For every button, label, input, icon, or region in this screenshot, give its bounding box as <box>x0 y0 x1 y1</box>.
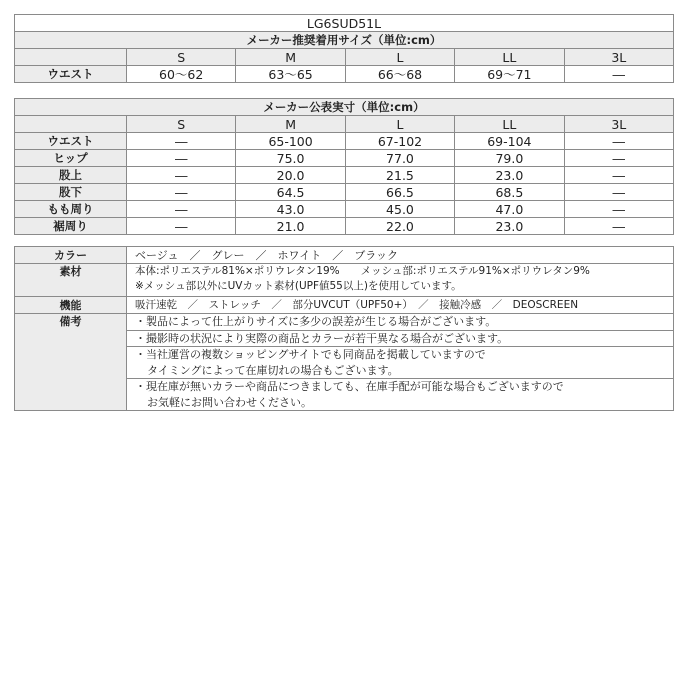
size-header-blank <box>15 116 127 133</box>
table-cell: ― <box>127 133 236 150</box>
notes-label: 備考 <box>15 314 127 411</box>
note-line: ・製品によって仕上がりサイズに多少の誤差が生じる場合がございます。 <box>127 314 673 331</box>
table-cell: 21.0 <box>236 218 345 235</box>
function-value: 吸汗速乾 ／ ストレッチ ／ 部分UVCUT（UPF50+） ／ 接触冷感 ／ DEOSCREEN <box>127 297 674 314</box>
table-cell: 66～68 <box>345 66 454 83</box>
table-cell: 21.5 <box>345 167 454 184</box>
table-cell: ― <box>564 218 673 235</box>
size-header: S <box>127 49 236 66</box>
size-header-row <box>15 49 674 66</box>
size-header: M <box>236 116 345 133</box>
color-value: ベージュ ／ グレー ／ ホワイト ／ ブラック <box>127 247 674 264</box>
size-header: LL <box>455 116 564 133</box>
actual-size-table <box>14 98 674 235</box>
color-row <box>15 247 674 264</box>
note-line: お気軽にお問い合わせください。 <box>147 395 312 409</box>
actual-size-title: メーカー公表実寸（単位:cm） <box>15 99 674 116</box>
note-line: ・現在庫が無いカラーや商品につきましても、在庫手配が可能な場合もございますので <box>135 380 564 393</box>
table-row <box>15 218 674 235</box>
table-cell: ― <box>127 218 236 235</box>
note-item <box>127 379 673 410</box>
table-cell: ― <box>127 150 236 167</box>
material-line: 本体:ポリエステル81%×ポリウレタン19% メッシュ部:ポリエステル91%×ポリウレタン9% <box>135 265 590 277</box>
table-cell: 60～62 <box>127 66 236 83</box>
table-cell: 23.0 <box>455 167 564 184</box>
table-cell: 20.0 <box>236 167 345 184</box>
table-row <box>15 184 674 201</box>
table-cell: 67-102 <box>345 133 454 150</box>
recommended-size-title: メーカー推奨着用サイズ（単位:cm） <box>15 32 674 49</box>
table-row <box>15 167 674 184</box>
table-cell: ― <box>564 184 673 201</box>
size-header-blank <box>15 49 127 66</box>
table-cell: 69～71 <box>455 66 564 83</box>
table-row <box>15 133 674 150</box>
table-cell: 65-100 <box>236 133 345 150</box>
note-item <box>127 347 673 379</box>
row-label: 裾周り <box>15 218 127 235</box>
notes-row <box>15 314 674 411</box>
table-cell: ― <box>127 201 236 218</box>
note-line: ・撮影時の状況により実際の商品とカラーが若干異なる場合がございます。 <box>127 331 673 348</box>
material-label: 素材 <box>15 264 127 297</box>
recommended-size-table <box>14 14 674 83</box>
function-row <box>15 297 674 314</box>
table-cell: 64.5 <box>236 184 345 201</box>
table-cell: 75.0 <box>236 150 345 167</box>
model-number: LG6SUD51L <box>15 15 674 32</box>
table-cell: ― <box>564 66 673 83</box>
product-details-table <box>14 246 674 411</box>
table-cell: ― <box>564 167 673 184</box>
table-row <box>15 150 674 167</box>
table-cell: 69-104 <box>455 133 564 150</box>
material-row <box>15 264 674 297</box>
note-line: タイミングによって在庫切れの場合もございます。 <box>147 363 399 377</box>
row-label: 股下 <box>15 184 127 201</box>
table-cell: 63～65 <box>236 66 345 83</box>
table-cell: 22.0 <box>345 218 454 235</box>
notes-value <box>127 314 674 411</box>
size-header: LL <box>455 49 564 66</box>
table-cell: 45.0 <box>345 201 454 218</box>
material-line: ※メッシュ部以外にUVカット素材(UPF値55以上)を使用しています。 <box>135 280 462 292</box>
table-row <box>15 201 674 218</box>
table-cell: ― <box>564 150 673 167</box>
table-cell: 68.5 <box>455 184 564 201</box>
size-header: 3L <box>564 49 673 66</box>
size-header: L <box>345 116 454 133</box>
size-header: 3L <box>564 116 673 133</box>
row-label: ヒップ <box>15 150 127 167</box>
note-line: ・当社運営の複数ショッピングサイトでも同商品を掲載していますので <box>135 348 486 361</box>
size-header-row <box>15 116 674 133</box>
table-cell: ― <box>127 167 236 184</box>
row-label: ウエスト <box>15 66 127 83</box>
table-cell: 47.0 <box>455 201 564 218</box>
size-header: L <box>345 49 454 66</box>
color-label: カラー <box>15 247 127 264</box>
row-label: もも周り <box>15 201 127 218</box>
size-header: M <box>236 49 345 66</box>
row-label: ウエスト <box>15 133 127 150</box>
table-cell: 66.5 <box>345 184 454 201</box>
table-cell: 79.0 <box>455 150 564 167</box>
table-cell: 23.0 <box>455 218 564 235</box>
table-cell: ― <box>127 184 236 201</box>
material-value <box>127 264 674 297</box>
table-cell: ― <box>564 201 673 218</box>
table-cell: ― <box>564 133 673 150</box>
row-label: 股上 <box>15 167 127 184</box>
table-cell: 77.0 <box>345 150 454 167</box>
size-header: S <box>127 116 236 133</box>
table-row <box>15 66 674 83</box>
table-cell: 43.0 <box>236 201 345 218</box>
function-label: 機能 <box>15 297 127 314</box>
